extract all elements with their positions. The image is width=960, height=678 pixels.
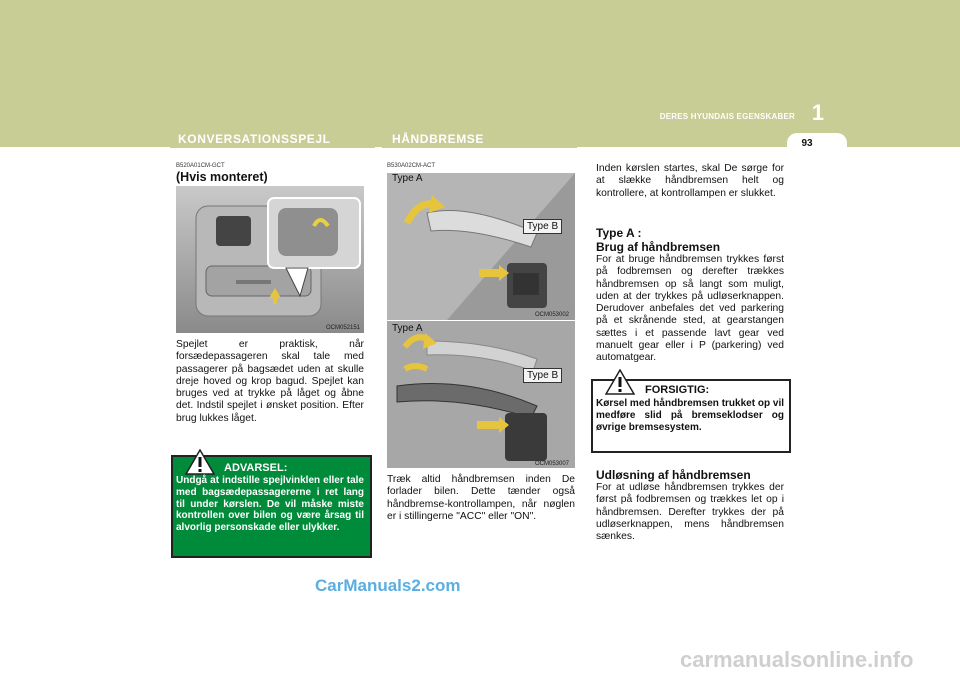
caution-icon <box>605 369 635 395</box>
photo2-type-b: Type B <box>523 368 562 383</box>
type-a-paragraph: For at bruge håndbremsen trykkes først på fodbremsen og derefter trækkes håndbremsen op så langt som muligt, uden at der trykkes på udløserknappen. Derudover anbefales det ved parkering på et skrånende sted, at gearstangen sættes i et passende lavt gear ved manuelt gear eller i P (parkering) ved automatgear. <box>596 254 784 364</box>
left-section-title: KONVERSATIONSSPEJL <box>178 132 331 146</box>
middle-section-code: B530A02CM-ACT <box>387 163 436 169</box>
watermark-carmanualsonline[interactable]: carmanualsonline.info <box>680 647 914 672</box>
left-subheading: (Hvis monteret) <box>176 170 268 184</box>
use-handbrake-heading: Brug af håndbremsen <box>596 240 721 254</box>
mirror-paragraph: Spejlet er praktisk, når forsædepassageren skal tale med passagerer på bagsædet uden at skulle dreje hoved og krop bagud. Spejlet kan bruges ved at trykke på låget og åbne det. Indstil spejlet i ønsket position. Efter brug lukkes låget. <box>176 339 364 424</box>
caution-title: FORSIGTIG: <box>645 384 710 396</box>
photo1-type-a: Type A <box>392 173 423 184</box>
middle-section-title: HÅNDBREMSE <box>392 132 485 146</box>
caution-text: Kørsel med håndbremsen trukket op vil medføre slid på bremseklodser og øvrige bremsesystem. <box>596 398 784 433</box>
mirror-photo-code: OCM052151 <box>326 325 361 331</box>
watermark-carmanuals2[interactable]: CarManuals2.com <box>315 576 461 595</box>
photo1-code: OCM053002 <box>535 312 570 318</box>
chapter-number: 1 <box>811 100 824 125</box>
chapter-label: DERES HYUNDAIS EGENSKABER <box>659 112 795 121</box>
mirror-photo <box>176 186 364 333</box>
warning-text: Undgå at indstille spejlvinklen eller tale med bagsædepassagererne i ret lang til under kørslen. De vil måske miste kontrollen over bilen og være årsag til alvorlig personskade eller ulykker. <box>176 475 364 534</box>
mirror-illustration <box>176 186 364 333</box>
handbrake-photo-1 <box>387 173 575 320</box>
handbrake-photo-2 <box>387 321 575 468</box>
warning-title: ADVARSEL: <box>224 462 288 474</box>
release-paragraph: For at udløse håndbremsen trykkes der først på fodbremsen og trækkes let op i håndbremsen. Derefter trykkes der på udløserknappen, mens håndbremsen sænkes. <box>596 482 784 543</box>
handbrake-illustration-1 <box>387 173 575 320</box>
release-heading: Udløsning af håndbremsen <box>596 468 751 482</box>
type-a-heading: Type A : <box>596 226 642 240</box>
warning-icon <box>185 449 215 475</box>
intro-paragraph: Inden kørslen startes, skal De sørge for at slække håndbremsen helt og kontrollere, at kontrollampen er slukket. <box>596 163 784 199</box>
photo2-code: OCM053007 <box>535 461 570 467</box>
handbrake-illustration-2 <box>387 321 575 468</box>
photo1-type-b: Type B <box>523 219 562 234</box>
page-number: 93 <box>801 138 813 149</box>
photo2-type-a: Type A <box>392 323 423 334</box>
handbrake-paragraph: Træk altid håndbremsen inden De forlader bilen. Dette tænder også håndbremse-kontrollampen, når nøglen er i stillingerne "ACC" eller "ON". <box>387 474 575 522</box>
left-section-code: B520A01CM-GCT <box>176 163 225 169</box>
